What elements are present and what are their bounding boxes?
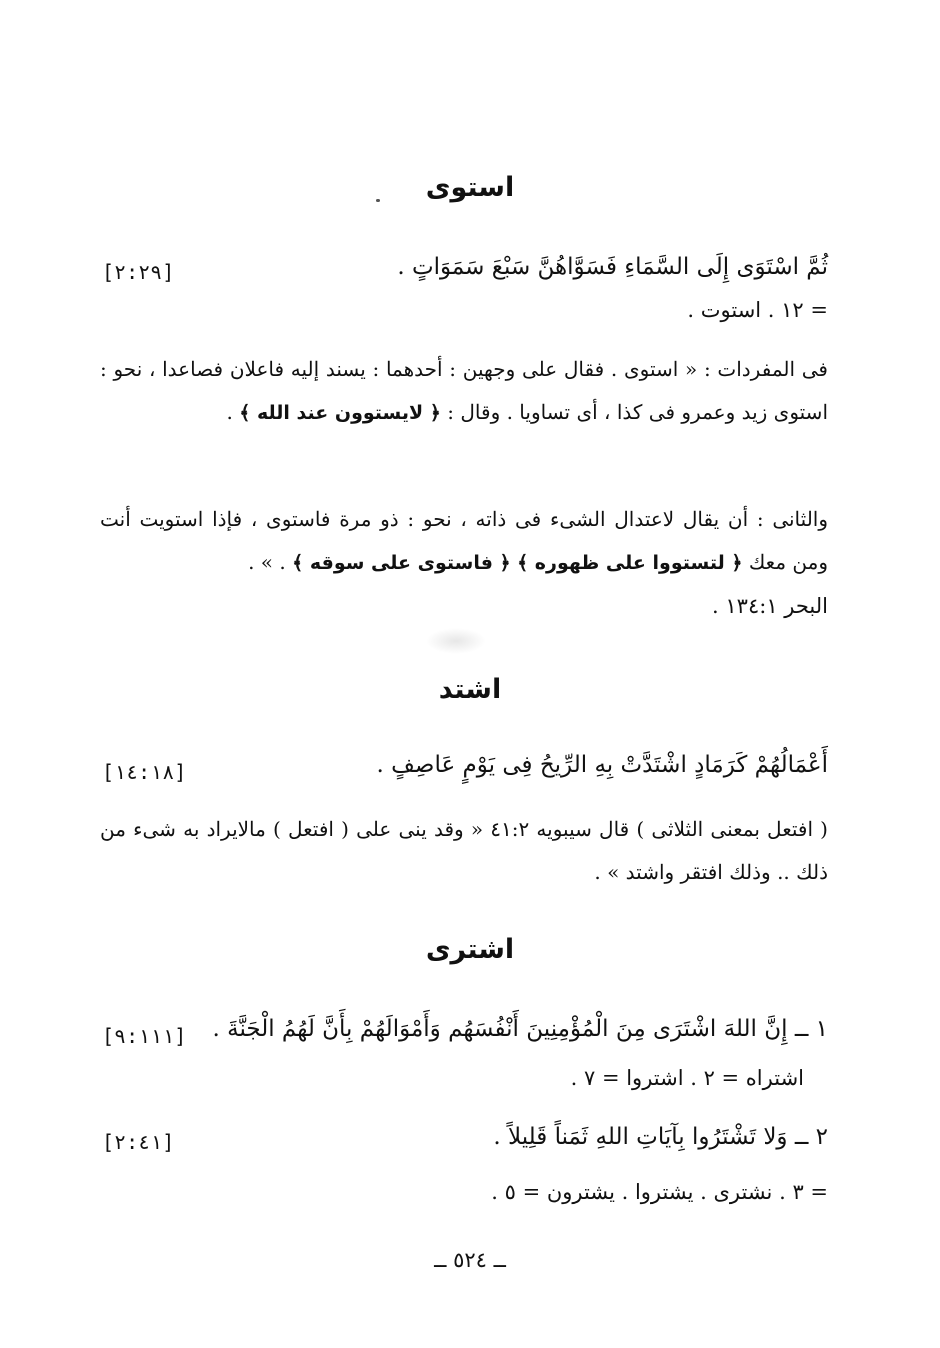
verse-ishtadda: أَعْمَالُهُمْ كَرَمَادٍ اشْتَدَّتْ بِهِ الرِّيحُ فِى يَوْمٍ عَاصِفٍ . xyxy=(376,752,828,778)
entry-heading-ishtara: اشترى xyxy=(425,934,515,965)
page-number: ــ ٥٢٤ ــ xyxy=(434,1248,506,1272)
entry-heading-istawa: استوى xyxy=(425,172,515,203)
occurrence-count-istawa: = ١٢ . استوت . xyxy=(687,298,828,322)
quoted-verse: ﴿ فاستوى على سوقه ﴾ xyxy=(292,552,511,574)
verse-reference-istawa: [٢:٢٩] xyxy=(102,260,175,284)
occurrence-count-ishtara-2: = ٣ . نشترى . يشتروا . يشترون = ٥ . xyxy=(491,1180,828,1204)
commentary-paragraph-1 xyxy=(100,348,828,435)
ink-smudge xyxy=(426,628,486,654)
verse-reference-ishtara-2: [٢:٤١] xyxy=(102,1130,175,1154)
verse-istawa: ثُمَّ اسْتَوَى إِلَى السَّمَاءِ فَسَوَّاهُنَّ سَبْعَ سَمَوَاتٍ . xyxy=(397,254,828,280)
commentary-paragraph-3: ( افتعل بمعنى الثلاثى ) قال سيبويه ٤١:٢ « وقد ينى على ( افتعل ) مالايراد به شىء من ذلك .. وذلك افتقر واشتد » . xyxy=(100,817,828,884)
commentary-paragraph-2 xyxy=(100,498,828,585)
entry-heading-ishtadda: اشتد xyxy=(438,674,502,705)
source-citation: البحر ١٣٤:١ . xyxy=(712,594,828,618)
verse-ishtara-1: ١ ــ إِنَّ اللهَ اشْتَرَى مِنَ الْمُؤْمِنِينَ أَنْفُسَهُم وَأَمْوَالَهُمْ بِأَنَّ لَهُمُ الْجَنَّةَ . xyxy=(212,1016,828,1042)
punctuation: . xyxy=(226,400,233,424)
commentary-text: فى المفردات : « استوى . فقال على وجهين : أحدهما : يسند إليه فاعلان فصاعدا ، نحو : استوى زيد وعمرو فى كذا ، أى تساويا . وقال : xyxy=(100,357,828,424)
verse-reference-ishtadda: [١٤:١٨] xyxy=(102,760,187,784)
verse-ishtara-2: ٢ ــ وَلا تَشْتَرُوا بِآيَاتِ اللهِ ثَمَناً قَلِيلاً . xyxy=(493,1124,828,1150)
punctuation: . » . xyxy=(248,550,286,574)
quoted-verse: ﴿ لايستوون عند الله ﴾ xyxy=(239,402,441,424)
occurrence-count-ishtara-1: اشتراه = ٢ . اشتروا = ٧ . xyxy=(570,1066,804,1090)
verse-reference-ishtara-1: [٩:١١١] xyxy=(102,1024,187,1048)
commentary-text: والثانى : أن يقال لاعتدال الشىء فى ذاته ، نحو : ذو مرة فاستوى ، فإذا استويت أنت ومن معك xyxy=(100,507,828,574)
quoted-verse: ﴿ لتستووا على ظهوره ﴾ xyxy=(517,552,743,574)
